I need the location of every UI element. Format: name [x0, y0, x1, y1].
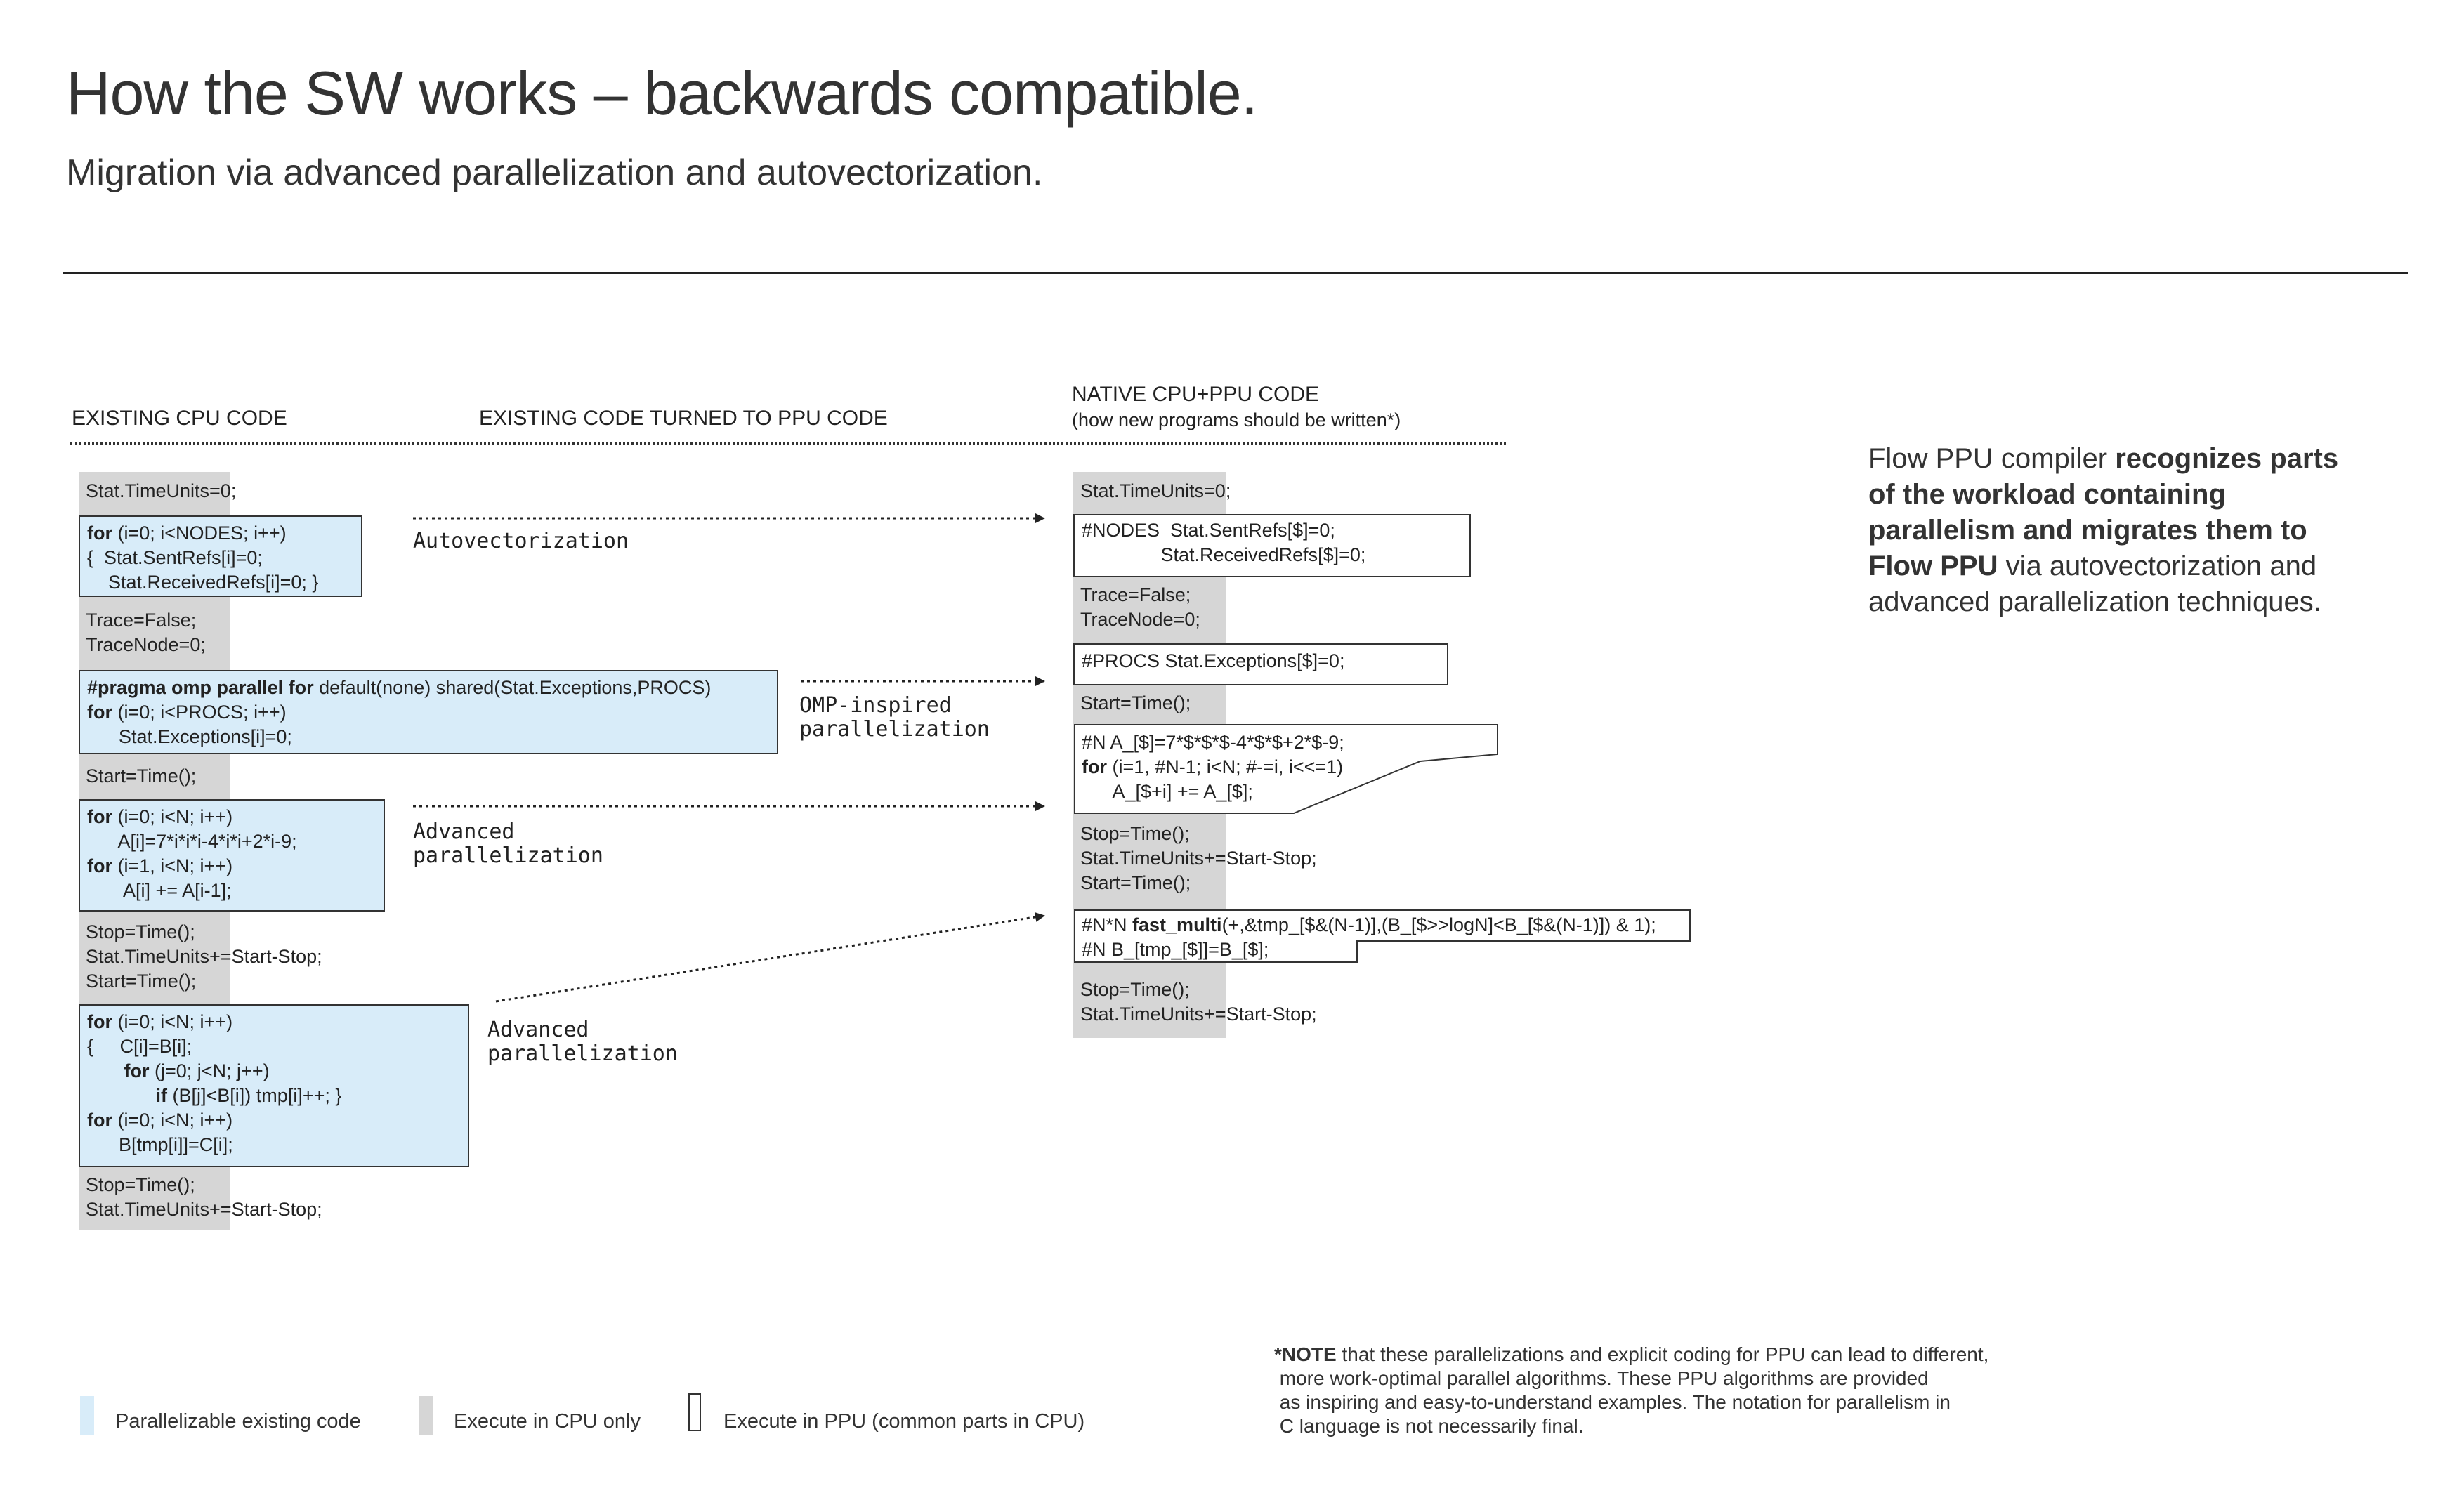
code-line: Start=Time();: [1080, 872, 1191, 893]
code-line: for (i=0; i<N; i++): [87, 1011, 233, 1032]
code-line: for (i=1, i<N; i++): [87, 855, 233, 876]
footnote-text: that these parallelizations and explicit coding for PPU can lead to different, more work-optimal parallel algorithms. These PPU algorithms are provided as inspiring and easy-to-understand examples. The notation for parallelism in C language is not necessarily final.: [1279, 1343, 1989, 1437]
code-line: Start=Time();: [86, 765, 197, 787]
code-line: for (i=0; i<N; i++): [87, 1110, 233, 1131]
legend-label-ppu: Execute in PPU (common parts in CPU): [723, 1410, 1085, 1433]
code-line: #NODES Stat.SentRefs[$]=0;: [1082, 520, 1335, 541]
sidenote-text: via autovectorization and advanced parallelization techniques.: [1868, 551, 2321, 617]
code-line: { Stat.SentRefs[i]=0;: [87, 547, 263, 568]
code-line: Stat.ReceivedRefs[$]=0;: [1082, 544, 1366, 565]
code-line: Stop=Time();: [1080, 823, 1190, 844]
legend-swatch-parallelizable: [80, 1396, 94, 1435]
code-line: if (B[j]<B[i]) tmp[i]++; }: [155, 1085, 342, 1106]
code-line: Trace=False;: [1080, 584, 1191, 605]
code-line: Start=Time();: [1080, 692, 1191, 713]
code-line: Stop=Time();: [86, 1174, 195, 1195]
code-line: TraceNode=0;: [86, 634, 206, 655]
code-line: #PROCS Stat.Exceptions[$]=0;: [1082, 650, 1345, 671]
legend-label-parallelizable: Parallelizable existing code: [115, 1410, 361, 1433]
legend-swatch-ppu: [688, 1393, 701, 1431]
footnote: [1274, 1343, 1988, 1438]
arrow-label-advanced-1: Advanced parallelization: [413, 820, 603, 868]
code-line: A_[$+i] += A_[$];: [1082, 781, 1253, 802]
column-header-turned: EXISTING CODE TURNED TO PPU CODE: [479, 407, 888, 430]
legend-label-cpu: Execute in CPU only: [454, 1410, 641, 1433]
code-line: #N B_[tmp_[$]]=B_[$];: [1082, 939, 1269, 960]
code-line: for (i=0; i<N; i++): [87, 806, 233, 827]
code-line: Stop=Time();: [1080, 979, 1190, 1000]
native-block-final-stop: [1080, 978, 1317, 1027]
sidenote-emphasis: recognizes parts of the workload containing parallelism and migrates them to Flow PPU: [1868, 443, 2339, 581]
code-line: for (i=0; i<PROCS; i++): [87, 702, 287, 723]
native-block-stop-start: [1080, 822, 1317, 895]
code-line: Stat.ReceivedRefs[i]=0; }: [87, 572, 319, 593]
code-line: for (j=0; j<N; j++): [124, 1060, 270, 1081]
page-subtitle: Migration via advanced parallelization and autovectorization.: [66, 152, 1043, 193]
code-line: B[tmp[i]]=C[i];: [87, 1134, 233, 1155]
arrow-label-autovectorization: Autovectorization: [413, 529, 629, 553]
column-header-native-sub: (how new programs should be written*): [1072, 409, 1401, 430]
native-block-polynomial: [1082, 730, 1344, 804]
code-line: for (i=0; i<NODES; i++): [87, 522, 287, 544]
code-line: #N*N fast_multi(+,&tmp_[$&(N-1)],(B_[$>>logN]<B_[$&(N-1)]) & 1);: [1082, 914, 1656, 935]
code-line: { C[i]=B[i];: [87, 1036, 192, 1057]
code-line: Stat.Exceptions[i]=0;: [87, 726, 292, 747]
code-line: Stat.TimeUnits=0;: [86, 480, 237, 501]
footnote-bold: *NOTE: [1274, 1343, 1337, 1365]
page-title: How the SW works – backwards compatible.: [66, 58, 1258, 128]
column-header-existing: EXISTING CPU CODE: [72, 407, 287, 430]
code-line: Stat.TimeUnits+=Start-Stop;: [86, 1199, 322, 1220]
code-line: TraceNode=0;: [1080, 609, 1200, 630]
column-header-native: NATIVE CPU+PPU CODE: [1072, 383, 1320, 406]
legend-swatch-cpu: [419, 1396, 433, 1435]
code-line: Start=Time();: [86, 971, 197, 992]
arrow-label-advanced-2: Advanced parallelization: [487, 1018, 678, 1066]
code-line: A[i]=7*i*i*i-4*i*i+2*i-9;: [87, 831, 297, 852]
sidenote-text: Flow PPU compiler: [1868, 443, 2116, 474]
code-line: #pragma omp parallel for default(none) shared(Stat.Exceptions,PROCS): [87, 677, 712, 698]
code-line: Stop=Time();: [86, 921, 195, 942]
code-line: Stat.TimeUnits+=Start-Stop;: [1080, 848, 1317, 869]
code-line: Stat.TimeUnits+=Start-Stop;: [1080, 1004, 1317, 1025]
code-line: #N A_[$]=7*$*$*$-4*$*$+2*$-9;: [1082, 732, 1344, 753]
code-line: Trace=False;: [86, 610, 197, 631]
code-line: Stat.TimeUnits+=Start-Stop;: [86, 946, 322, 967]
arrow-label-omp: OMP-inspired parallelization: [799, 693, 990, 742]
code-line: for (i=1, #N-1; i<N; #-=i, i<<=1): [1082, 756, 1344, 777]
native-block-fast-multi: [1082, 913, 1656, 962]
code-line: A[i] += A[i-1];: [87, 880, 232, 901]
compiler-description: [1868, 441, 2360, 620]
code-line: Stat.TimeUnits=0;: [1080, 480, 1231, 501]
